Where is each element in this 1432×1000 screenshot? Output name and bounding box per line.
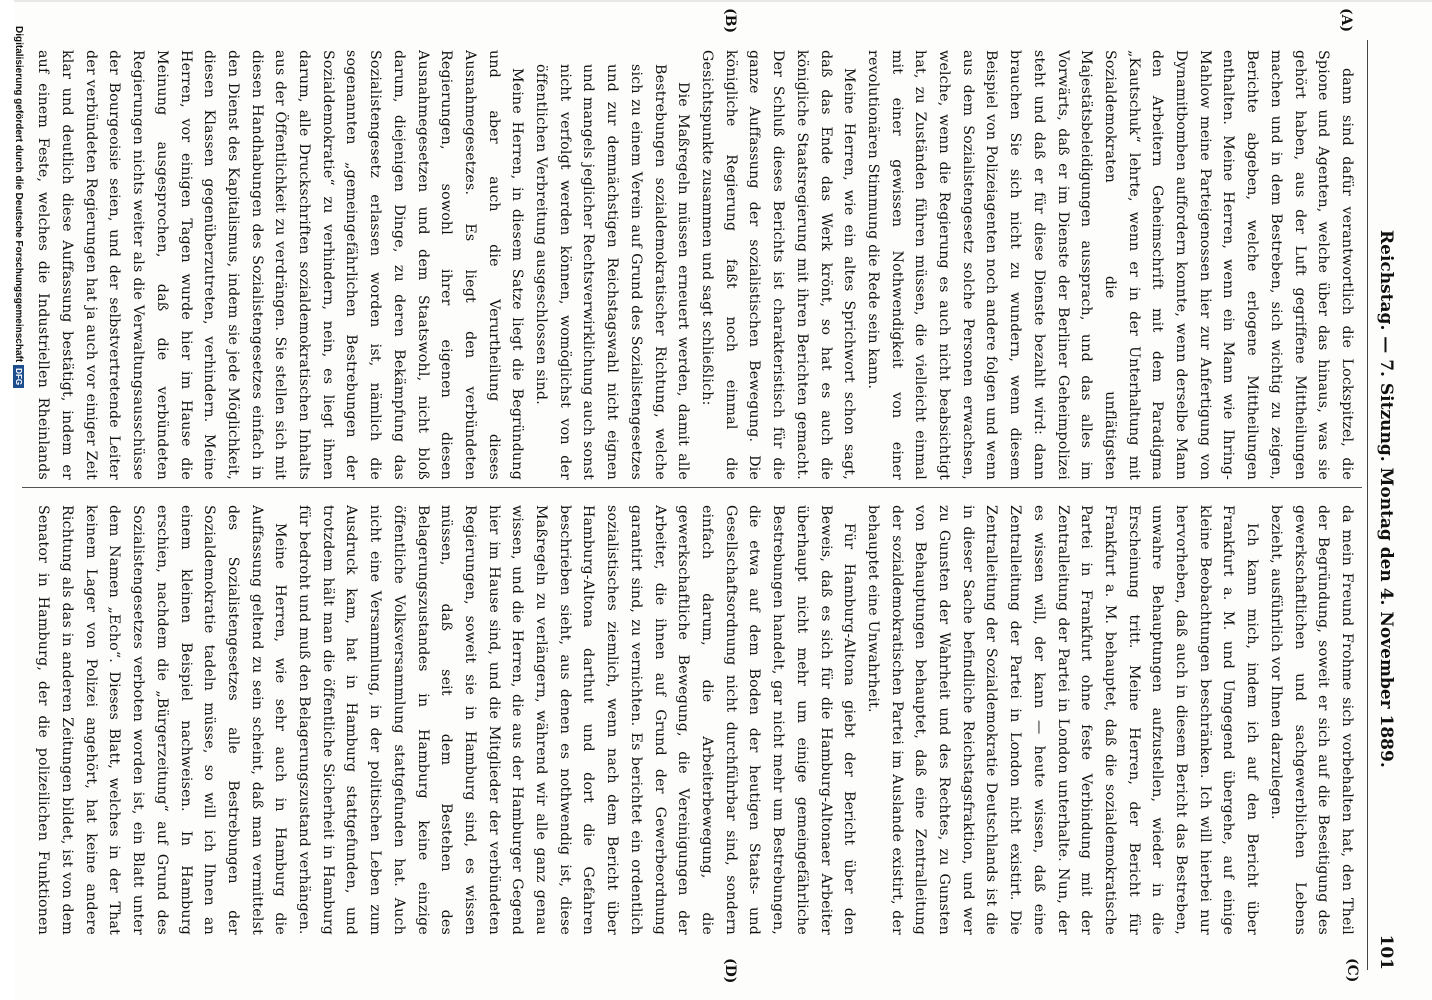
left-paragraph: Meine Herren, wie ein altes Sprichwort schon sagt, daß das Ende das Werk krönt, so hat es auch die königliche Staatsregierung mit ihren Berichten gemacht. Der Schluß dieses Berichts ist charakteristisch für die ganze Auffassung der sozialistischen Bewegung. Die königliche Regierung faßt noch einmal die Gesichtspunkte zusammen und sagt schließlich: bbox=[699, 50, 858, 480]
marker-c: (C) bbox=[1344, 958, 1360, 983]
digitization-note: Digitalisierung gefördert durch die Deutsche Forschungsgemeinschaft bbox=[13, 26, 24, 363]
left-paragraph-quote: Die Maßregeln müssen erneuert werden, damit alle Bestrebungen sozialdemokratischer Richtung, welche sich zu einem Verein auf Grund des Sozialistengesetzes und zur demnächstigen Reichstagswahl nicht eignen und mangels jeglicher Rechtsverwirklichung auch sonst nicht verfolgt werden können, womöglichst von der öffentlichen Verbreitung ausgeschlossen sind. bbox=[533, 64, 692, 480]
right-paragraph: da mein Freund Frohme sich vorbehalten hat, den Theil der Begründung, soweit er sich auf die Beseitigung des gewerkschaftlichen und sachgewerblichen Lebens bezieht, ausführlich vor Ihnen darzulegen. bbox=[1267, 505, 1355, 935]
right-column bbox=[28, 505, 1358, 935]
column-divider bbox=[22, 487, 1362, 488]
marker-a: (A) bbox=[1338, 8, 1354, 33]
running-header bbox=[1370, 30, 1396, 970]
right-paragraph: Ich kann mich, indem ich auf den Bericht über Frankfurt a. M. und Umgegend übergehe, auf einige kleine Beobachtungen beschränken. Ich will hierbei nur hervorheben, daß auch in diesem Bericht das Bestreben, unwahre Behauptungen aufzustellen, wieder in die Erscheinung tritt. Meine Herren, der Bericht für Frankfurt a. M. behauptet, daß die sozialdemokratische Partei in Frankfurt ohne feste Verbindung mit der Zentralleitung der Partei in London unterhalte. Nun, der es wissen will, der kann — heute wissen, daß eine Zentralleitung der Partei in London nicht existirt. Die Zentralleitung der Sozialdemokratie Deutschlands ist die in dieser Sache befindliche Reichstagsfraktion, und wer zu Gunsten der Wahrheit und des Rechtes, zu Gunsten von Behauptungen behauptet, daß eine Zentralleitung der sozialdemokratischen Partei im Auslande existirt, der behauptet eine Unwahrheit. bbox=[864, 505, 1261, 935]
header-title: Reichstag. — 7. Sitzung. Montag den 4. November 1889. bbox=[1376, 230, 1396, 768]
right-paragraph: Meine Herren, wie sehr auch in Hamburg die Auffassung geltend zu sein scheint, daß man vermittelst des Sozialistengesetzes alle Bestrebungen der Sozialdemokratie tadeln müsse, so will ich Ihnen an einem kleinen Beispiel nachweisen. In Hamburg erschien, nachdem die „Bürgerzeitung“ auf Grund des Sozialistengesetzes verboten worden ist, ein Blatt unter dem Namen „Echo“. Dieses Blatt, welches in der That keinem Lager von Polizei angehört, hat keine andere Richtung als das in anderen Zeitungen bildet, ist von dem Senator in Hamburg, der die polizeilichen Funktionen bbox=[35, 505, 289, 935]
dfg-logo-icon: DFG bbox=[13, 365, 24, 388]
marker-d: (D) bbox=[722, 958, 738, 984]
header-rule bbox=[1367, 40, 1368, 970]
left-paragraph: Meine Herren, in diesem Satze liegt die Begründung und aber auch die Verurtheilung dieses Ausnahmegesetzes. Es liegt den verbündeten Regierungen, sowohl ihrer eigenen diesen Ausnahmegesetzen und dem Staatswohl, nicht bloß darum, diejenigen Dinge, zu deren Bekämpfung das Sozialistengesetz erlassen worden ist, nämlich die sogenannten „gemeingefährlichen Bestrebungen der Sozialdemokratie“ zu verhindern, nein, es liegt ihnen darum, alle Druckschriften sozialdemokratischen Inhalts aus der Öffentlichkeit zu verdrängen. Sie stellen sich mit diesen Handhabungen des Sozialistengesetzes einfach in den Dienst des Kapitalismus, indem sie jede Möglichkeit, diesen Klassen gegenüberzutreten, verhindern. Meine Herren, vor einigen Tagen wurde hier im Hause die Meinung ausgesprochen, daß die verbündeten Regierungen nichts weiter als die Verwaltungsausschüsse der Bourgeoisie seien, und der selbstvertretende Leiter der verbündeten Regierungen hat ja auch vor einiger Zeit klar und deutlich diese Auffassung bestätigt, indem er auf einem Feste, welches die Industriellen Rheinlands bbox=[35, 50, 526, 480]
right-paragraph: Für Hamburg-Altona giebt der Bericht über den Beweis, daß es sich für die Hamburg-Altonaer Arbeiter überhaupt nicht mehr um einige gemeingefährliche Bestrebungen handelt, gar nicht mehr um Bestrebungen, die etwa auf dem Boden der heutigen Staats- und Gesellschaftsordnung nicht durchführbar sind, sondern einfach darum, die Arbeiterbewegung, die gewerkschaftliche Bewegung, die Vereinigungen der Arbeiter, die ihnen auf Grund der Gewerbeordnung garantirt sind, zu vernichten. Es berichtet ein ordentlich sozialistisches ziemlich, wenn nach dem Bericht über Hamburg-Altona darthut und dort die Gefahren beschrieben sieht, aus denen es nothwendig ist, diese Maßregeln zu verlängern, während wir alle ganz genau wissen, und die Herren, die aus der Hamburger Gegend hier im Hause sind, und die Mitglieder der verbündeten Regierungen, soweit sie in Hamburg sind, es wissen müssen, daß seit dem Bestehen des Belagerungszustandes in Hamburg keine einzige öffentliche Volksversammlung stattgefunden hat. Auch nicht eine Versammlung, in der politischen Leben zum Ausdruck kam, hat in Hamburg stattgefunden, und trotzdem hält man die öffentliche Sicherheit in Hamburg für bedroht und muß den Belagerungszustand verhängen. bbox=[296, 505, 858, 935]
marker-b: (B) bbox=[722, 8, 738, 34]
digitization-footer bbox=[0, 0, 24, 1000]
page-number: 101 bbox=[1376, 934, 1396, 970]
left-paragraph: dann sind dafür verantwortlich die Lockspitzel, die Spione und Agenten, welche über das hinaus, was sie gehört haben, aus der Luft gegriffene Mittheilungen machen und in dem Bestreben, sich wichtig zu zeigen, Berichte abgeben, welche erlogene Mittheilungen enthalten. Meine Herren, wenn ein Mann wie Ihring-Mahlow meine Parteigenossen hier zur Anfertigung von Dynamitbomben auffordern konnte, wenn derselbe Mann den Arbeitern Geheimschrift mit dem Paradigma „Kautschuk“ lehrte, wenn er in der Unterhaltung mit Sozialdemokraten die unflätigsten Majestätsbeleidigungen aussprach, und das alles im Vorwärts, daß er im Dienste der Berliner Geheimpolizei steht und daß er für diese Dienste bezahlt wird: dann brauchen Sie sich nicht zu wundern, wenn diesem Beispiel von Polizeiagenten noch andere folgen und wenn aus dem Sozialistengesetz solche Personen erwachsen, welche, wenn die Regierung es auch nicht beabsichtigt hat, zu Zuständen führen müssen, die vielleicht einmal mit einer gewissen Nothwendigkeit von einer revolutionären Stimmung die Rede sein kann. bbox=[864, 50, 1355, 480]
footer-text bbox=[13, 26, 24, 996]
left-column bbox=[28, 50, 1358, 480]
